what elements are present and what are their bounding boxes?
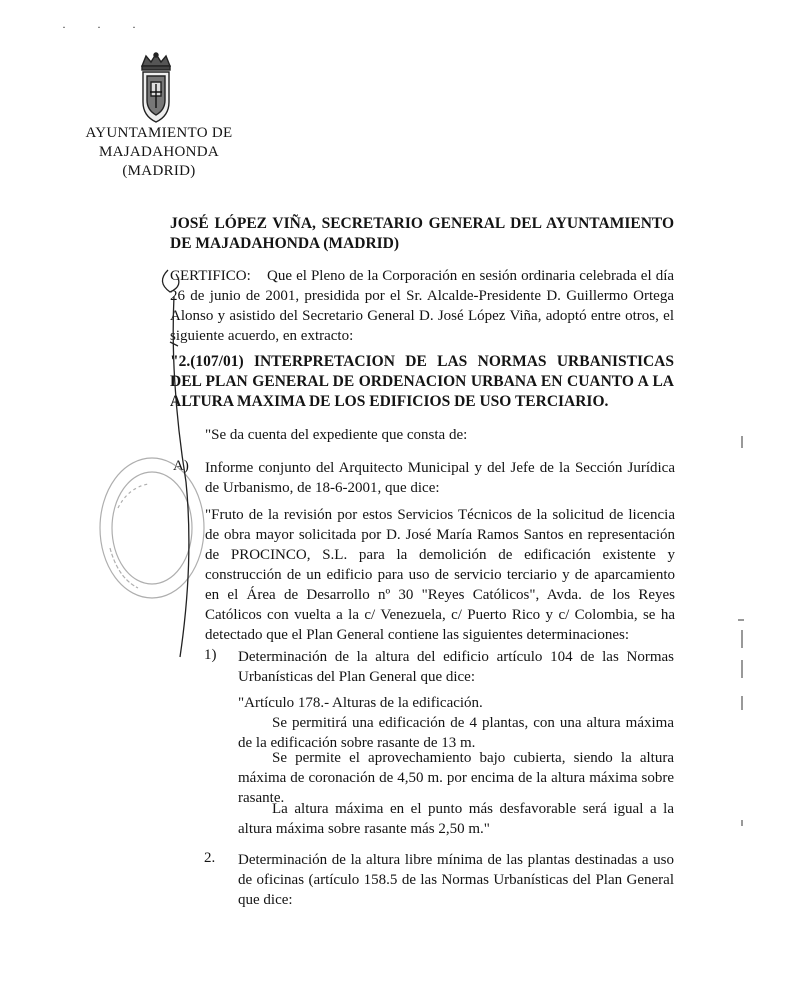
certifico-label: CERTIFICO:	[170, 268, 251, 284]
article-title: "Artículo 178.- Alturas de la edificación.	[238, 695, 483, 711]
item-a-text: Informe conjunto del Arquitecto Municipal y del Jefe de la Sección Jurídica de Urbanismo, de 18-6-2001, que dice:	[205, 460, 675, 496]
intro-text: "Se da cuenta del expediente que consta de:	[205, 427, 468, 443]
scan-specks: · · ·	[62, 20, 150, 34]
coat-of-arms-icon	[134, 52, 178, 124]
municipality-header	[60, 124, 258, 181]
municipality-line: AYUNTAMIENTO DE	[85, 125, 233, 141]
list-number: 1)	[204, 647, 217, 663]
municipality-line: (MADRID)	[122, 163, 196, 179]
handwritten-mark-icon	[150, 262, 220, 662]
article-paragraph: Se permite el aprovechamiento bajo cubierta, siendo la altura máxima de coronación de 4,50 m. por encima de la altura máxima sobre rasante.	[238, 750, 674, 806]
agenda-item-title: "2.(107/01) INTERPRETACION DE LAS NORMAS URBANISTICAS DEL PLAN GENERAL DE ORDENACION URBANA EN CUANTO A LA ALTURA MAXIMA DE LOS EDIFICIOS DE USO TERCIARIO.	[170, 353, 674, 410]
list-number: 2.	[204, 850, 216, 866]
article-paragraph: Se permitirá una edificación de 4 plantas, con una altura máxima de la edificación sobre rasante de 13 m.	[238, 715, 674, 751]
certifico-text: Que el Pleno de la Corporación en sesión ordinaria celebrada el día 26 de junio de 2001, presidida por el Sr. Alcalde-Presidente D. Guillermo Ortega Alonso y asistido del Secretario General D. José López Viña, adoptó entre otros, el siguiente acuerdo, en extracto:	[170, 268, 675, 344]
margin-scan-marks	[734, 430, 748, 830]
item-a-marker: A)	[173, 458, 189, 474]
list-item-text: Determinación de la altura libre mínima de las plantas destinadas a uso de oficinas (artículo 158.5 de las Normas Urbanísticas del Plan General que dice:	[238, 852, 674, 908]
municipality-line: MAJADAHONDA	[99, 144, 219, 160]
article-paragraph: La altura máxima en el punto más desfavorable será igual a la altura máxima sobre rasante más 2,50 m."	[238, 801, 674, 837]
certifico-paragraph	[170, 266, 674, 346]
list-item-text: Determinación de la altura del edificio artículo 104 de las Normas Urbanísticas del Plan General que dice:	[238, 649, 674, 685]
report-quote: "Fruto de la revisión por estos Servicios Técnicos de la solicitud de licencia de obra mayor solicitada por D. José María Ramos Santos en representación de PROCINCO, S.L. para la demolición de edificación existente y construcción de un edificio para uso de servicio terciario y de aparcamiento en el Área de Desarrollo nº 30 "Reyes Católicos", Avda. de los Reyes Católicos con vuelta a la c/ Venezuela, c/ Puerto Rico y c/ Colombia, se ha detectado que el Plan General contiene las siguientes determinaciones:	[205, 507, 675, 643]
document-heading: JOSÉ LÓPEZ VIÑA, SECRETARIO GENERAL DEL AYUNTAMIENTO DE MAJADAHONDA (MADRID)	[170, 215, 674, 252]
